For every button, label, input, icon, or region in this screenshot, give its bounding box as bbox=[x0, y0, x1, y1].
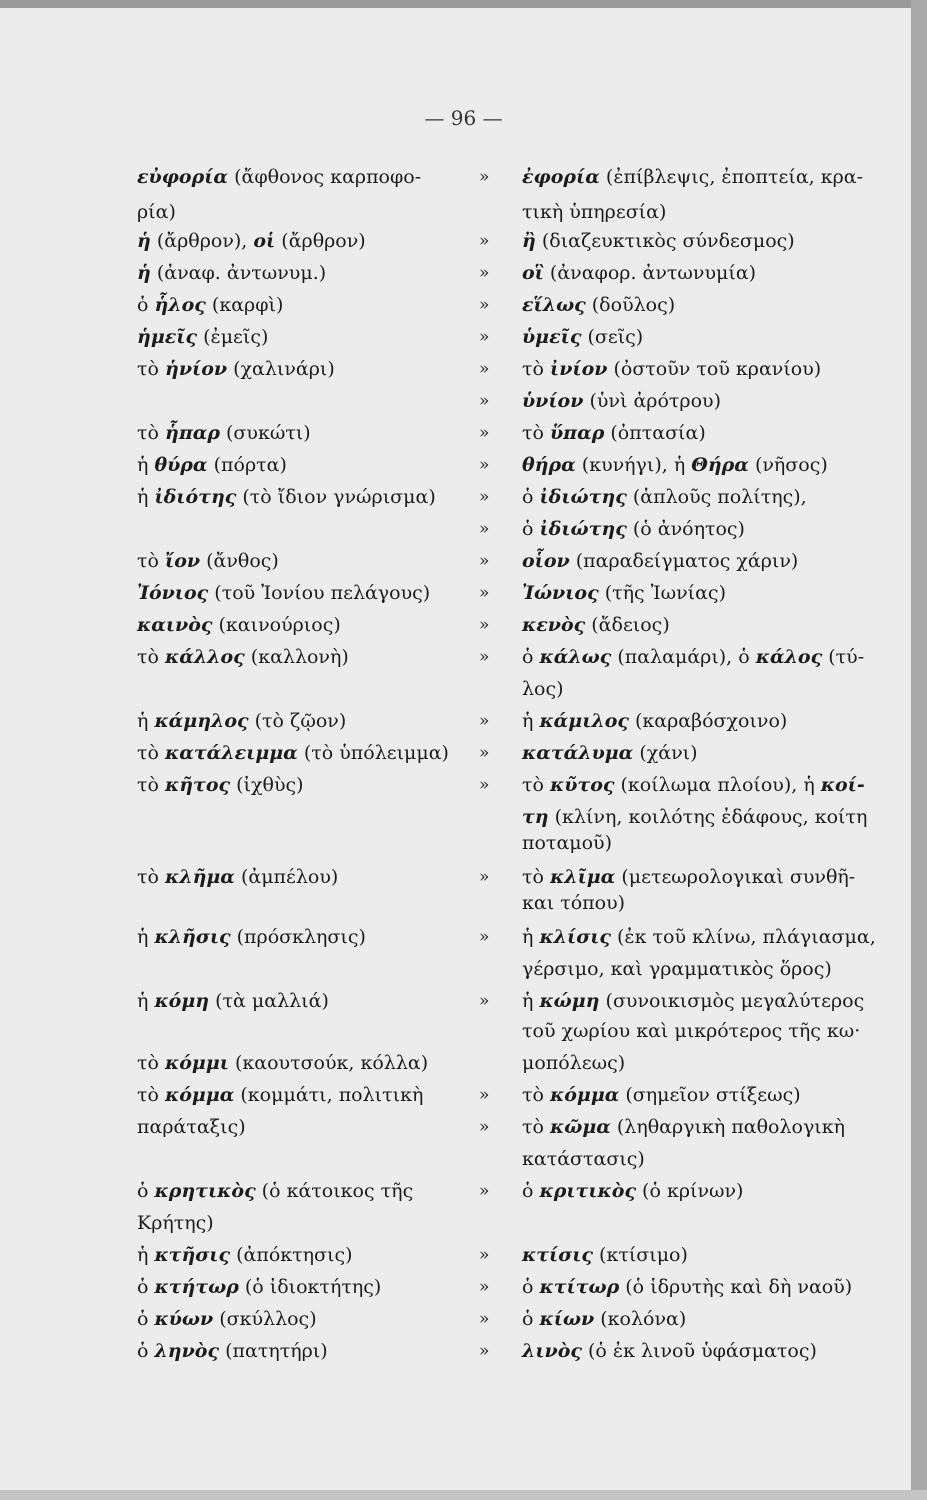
entry-right bbox=[522, 989, 864, 1013]
separator-mark: » bbox=[479, 359, 490, 379]
entry-text: τὸ bbox=[137, 742, 165, 764]
separator-mark: » bbox=[479, 1277, 490, 1297]
entry-left bbox=[137, 1211, 214, 1235]
entry-text: τὸ bbox=[522, 358, 550, 380]
entry-gloss: (ἰχθὺς) bbox=[230, 774, 304, 796]
entry-headword: κόμμα bbox=[550, 1084, 620, 1106]
entry-right bbox=[522, 293, 675, 317]
entry-text: τὸ bbox=[522, 1116, 550, 1138]
entry-headword: λινὸς bbox=[522, 1340, 582, 1362]
entry-gloss: (ὑνὶ ἀρότρου) bbox=[583, 390, 721, 412]
entry-left bbox=[137, 165, 421, 189]
entry-gloss: (κυνήγι), ἡ Θήρα (νῆσος) bbox=[575, 454, 828, 476]
separator-mark: » bbox=[479, 743, 490, 763]
entry-gloss: (ἐμεῖς) bbox=[197, 326, 269, 348]
entry-right bbox=[522, 925, 876, 949]
entry-text: τὸ bbox=[137, 1052, 165, 1074]
entry-gloss: (σεῖς) bbox=[581, 326, 644, 348]
entry-gloss: (κοίλωμα πλοίου), ἡ κοί- bbox=[614, 774, 865, 796]
entry-headword: κλῆμα bbox=[165, 866, 235, 888]
entry-gloss: (τῆς Ἰωνίας) bbox=[598, 582, 726, 604]
entry-headword: ἰδιώτης bbox=[539, 518, 627, 540]
entry-left bbox=[137, 200, 176, 224]
entry-headword: τη bbox=[522, 806, 549, 828]
entry-headword: θύρα bbox=[154, 454, 208, 476]
entry-right bbox=[522, 773, 865, 797]
entry-headword: Ἰόνιος bbox=[137, 582, 209, 604]
entry-text: ἡ bbox=[137, 990, 155, 1012]
entry-gloss: (κλίνη, κοιλότης ἐδάφους, κοίτη bbox=[548, 806, 868, 828]
entry-headword: κῶμα bbox=[550, 1116, 611, 1138]
entry-left bbox=[137, 229, 366, 253]
separator-mark: » bbox=[479, 867, 490, 887]
entry-gloss: (συκώτι) bbox=[219, 422, 311, 444]
entry-gloss: (πρόσκλησις) bbox=[230, 926, 366, 948]
entry-text: ἡ bbox=[522, 710, 540, 732]
entry-headword: ὑνίον bbox=[522, 390, 584, 412]
entry-headword: ἡ bbox=[137, 230, 151, 252]
entry-right bbox=[522, 957, 832, 981]
entry-text: τὸ bbox=[522, 1084, 550, 1106]
entry-gloss: (ὁ ἀνόητος) bbox=[626, 518, 745, 540]
entry-gloss: (ὁ κάτοικος τῆς bbox=[255, 1180, 414, 1202]
entry-text: ὁ bbox=[137, 1276, 155, 1298]
entry-right bbox=[522, 1051, 625, 1075]
entry-gloss: (πατητήρι) bbox=[219, 1340, 328, 1362]
entry-left bbox=[137, 1051, 428, 1075]
entry-right bbox=[522, 229, 795, 253]
entry-gloss: (ὁ ἱδρυτὴς καὶ δὴ ναοῦ) bbox=[619, 1276, 853, 1298]
entry-right bbox=[522, 1147, 645, 1171]
entry-headword: θήρα bbox=[522, 454, 576, 476]
entry-text: και τόπου) bbox=[522, 892, 626, 914]
entry-text: Κρήτης) bbox=[137, 1212, 214, 1234]
entry-gloss: (ὁ κρίνων) bbox=[636, 1180, 744, 1202]
entry-headword: κτήτωρ bbox=[154, 1276, 239, 1298]
entry-text: ἡ bbox=[522, 990, 540, 1012]
entry-left bbox=[137, 1083, 423, 1107]
entry-gloss: (ἁπλοῦς πολίτης), bbox=[626, 486, 807, 508]
entry-left bbox=[137, 357, 335, 381]
entry-headword: κτίσις bbox=[522, 1244, 593, 1266]
entry-text: τὸ bbox=[137, 358, 165, 380]
entry-gloss: (διαζευκτικὸς σύνδεσμος) bbox=[535, 230, 795, 252]
entry-text: ὁ bbox=[522, 1308, 540, 1330]
separator-mark: » bbox=[479, 327, 490, 347]
entry-left bbox=[137, 1307, 317, 1331]
separator-mark: » bbox=[479, 391, 490, 411]
entry-left bbox=[137, 1339, 328, 1363]
separator-mark: » bbox=[479, 1085, 490, 1105]
entry-left bbox=[137, 293, 283, 317]
entry-gloss: (ληθαργικὴ παθολογικὴ bbox=[610, 1116, 846, 1138]
entry-left bbox=[137, 709, 346, 733]
entry-text: γέρσιμο, καὶ γραμματικὸς ὅρος) bbox=[522, 958, 832, 980]
entry-gloss: (τὰ μαλλιά) bbox=[209, 990, 329, 1012]
entry-headword: ὕπαρ bbox=[550, 422, 605, 444]
entry-right bbox=[522, 165, 863, 189]
entry-headword: κλίσις bbox=[539, 926, 611, 948]
entry-text: τικὴ ὑπηρεσία) bbox=[522, 201, 667, 223]
entry-headword: ληνὸς bbox=[154, 1340, 220, 1362]
entry-gloss: (ὀπτασία) bbox=[604, 422, 706, 444]
entry-left bbox=[137, 261, 326, 285]
entry-headword: Ἰώνιος bbox=[522, 582, 599, 604]
entry-text: τὸ bbox=[522, 774, 550, 796]
entry-gloss: (μετεωρολογικαὶ συνθῆ- bbox=[615, 866, 856, 888]
separator-mark: » bbox=[479, 927, 490, 947]
entry-gloss: (καινούριος) bbox=[212, 614, 341, 636]
entry-headword: ἡμεῖς bbox=[137, 326, 198, 348]
entry-gloss: (τὸ ὑπόλειμμα) bbox=[297, 742, 449, 764]
separator-mark: » bbox=[479, 423, 490, 443]
entry-headword: ἐφορία bbox=[522, 166, 600, 188]
entry-left bbox=[137, 613, 341, 637]
entry-gloss: (ἄρθρον), οἱ (ἄρθρον) bbox=[150, 230, 366, 252]
entry-text: τὸ bbox=[137, 646, 165, 668]
entry-headword: κάλως bbox=[539, 646, 612, 668]
entry-text: ὁ bbox=[522, 1180, 540, 1202]
entry-right bbox=[522, 453, 828, 477]
entry-right bbox=[522, 1339, 817, 1363]
entry-gloss: (τοῦ Ἰονίου πελάγους) bbox=[208, 582, 431, 604]
entry-left bbox=[137, 741, 449, 765]
separator-mark: » bbox=[479, 231, 490, 251]
entry-headword: κῆτος bbox=[165, 774, 231, 796]
separator-mark: » bbox=[479, 615, 490, 635]
entry-headword: ἡ bbox=[137, 262, 151, 284]
entry-left bbox=[137, 453, 287, 477]
entry-text: τοῦ χωρίου καὶ μικρότερος τῆς κω· bbox=[522, 1020, 861, 1042]
entry-gloss: (ἐκ τοῦ κλίνω, πλάγιασμα, bbox=[610, 926, 876, 948]
entry-text: ποταμοῦ) bbox=[522, 832, 613, 854]
entry-left bbox=[137, 485, 436, 509]
entry-headword: οἷον bbox=[522, 550, 570, 572]
entry-text: τὸ bbox=[137, 422, 165, 444]
entry-text: ὁ bbox=[137, 1180, 155, 1202]
entry-right bbox=[522, 805, 867, 829]
separator-mark: » bbox=[479, 1117, 490, 1137]
entry-left bbox=[137, 325, 268, 349]
entry-text: ὁ bbox=[522, 646, 540, 668]
entry-headword: κάμιλος bbox=[539, 710, 629, 732]
entry-right bbox=[522, 831, 612, 855]
entry-right bbox=[522, 261, 756, 285]
entry-text: ὁ bbox=[522, 1276, 540, 1298]
separator-mark: » bbox=[479, 519, 490, 539]
entry-right bbox=[522, 677, 564, 701]
entry-gloss: (δοῦλος) bbox=[585, 294, 676, 316]
entry-left bbox=[137, 581, 430, 605]
entry-left bbox=[137, 421, 311, 445]
entry-headword: ἧλος bbox=[154, 294, 206, 316]
entry-text: λος) bbox=[522, 678, 564, 700]
entry-gloss: (κτίσιμο) bbox=[593, 1244, 688, 1266]
entry-headword: εὐφορία bbox=[137, 166, 229, 188]
entry-text: ρία) bbox=[137, 201, 176, 223]
separator-mark: » bbox=[479, 455, 490, 475]
page-number: — 96 — bbox=[424, 106, 503, 130]
separator-mark: » bbox=[479, 295, 490, 315]
entry-right bbox=[522, 1179, 743, 1203]
entry-text: ἡ bbox=[137, 486, 155, 508]
entry-right bbox=[522, 1083, 801, 1107]
entry-gloss: (τὸ ζῷον) bbox=[248, 710, 347, 732]
entry-gloss: (καρφὶ) bbox=[205, 294, 284, 316]
entry-headword: ἡνίον bbox=[165, 358, 228, 380]
entry-right bbox=[522, 357, 821, 381]
entry-text: ὁ bbox=[137, 1308, 155, 1330]
separator-mark: » bbox=[479, 263, 490, 283]
entry-gloss: (καουτσούκ, κόλλα) bbox=[228, 1052, 429, 1074]
entry-headword: κτίτωρ bbox=[539, 1276, 620, 1298]
entry-text: ὁ bbox=[522, 486, 540, 508]
separator-mark: » bbox=[479, 583, 490, 603]
entry-right bbox=[522, 613, 670, 637]
entry-left bbox=[137, 1243, 353, 1267]
entry-headword: κτῆσις bbox=[154, 1244, 231, 1266]
entry-right bbox=[522, 325, 643, 349]
entry-headword: ἰδιώτης bbox=[539, 486, 627, 508]
entry-right bbox=[522, 645, 864, 669]
entry-gloss: (χαλινάρι) bbox=[227, 358, 335, 380]
separator-mark: » bbox=[479, 991, 490, 1011]
entry-headword: ἰδιότης bbox=[154, 486, 237, 508]
entry-headword: ὑμεῖς bbox=[522, 326, 582, 348]
entry-right bbox=[522, 1243, 688, 1267]
separator-mark: » bbox=[479, 487, 490, 507]
separator-mark: » bbox=[479, 551, 490, 571]
entry-headword: ἧπαρ bbox=[165, 422, 220, 444]
entry-right bbox=[522, 549, 798, 573]
entry-right bbox=[522, 517, 745, 541]
entry-headword: ἰνίον bbox=[550, 358, 608, 380]
separator-mark: » bbox=[479, 647, 490, 667]
entry-left bbox=[137, 773, 304, 797]
separator-mark: » bbox=[479, 1181, 490, 1201]
entry-right bbox=[522, 200, 666, 224]
entry-gloss: (τὸ ἴδιον γνώρισμα) bbox=[236, 486, 436, 508]
entry-headword: κλῖμα bbox=[550, 866, 616, 888]
entry-headword: κατάλειμμα bbox=[165, 742, 298, 764]
entry-gloss: (παραδείγματος χάριν) bbox=[569, 550, 799, 572]
entry-right bbox=[522, 865, 855, 889]
entry-right bbox=[522, 389, 721, 413]
entry-gloss: (κολόνα) bbox=[594, 1308, 687, 1330]
entry-headword: κῦτος bbox=[550, 774, 615, 796]
entry-gloss: (ὁ ἐκ λινοῦ ὑφάσματος) bbox=[581, 1340, 817, 1362]
entry-gloss: (ἀπόκτησις) bbox=[230, 1244, 353, 1266]
entry-headword: κατάλυμα bbox=[522, 742, 634, 764]
entry-text: ἡ bbox=[137, 926, 155, 948]
entry-right bbox=[522, 421, 706, 445]
entry-headword: κλῆσις bbox=[154, 926, 231, 948]
entry-gloss: (ἀμπέλου) bbox=[234, 866, 339, 888]
entry-headword: κάλλος bbox=[165, 646, 245, 668]
entry-gloss: (ὀστοῦν τοῦ κρανίου) bbox=[607, 358, 822, 380]
entry-right bbox=[522, 891, 625, 915]
entry-headword: καινὸς bbox=[137, 614, 213, 636]
entry-headword: κόμη bbox=[154, 990, 210, 1012]
entry-left bbox=[137, 1115, 246, 1139]
entry-headword: κώμη bbox=[539, 990, 600, 1012]
entry-right bbox=[522, 581, 726, 605]
entry-gloss: (ὁ ἰδιοκτήτης) bbox=[238, 1276, 382, 1298]
entry-headword: κόμμι bbox=[165, 1052, 229, 1074]
separator-mark: » bbox=[479, 167, 490, 187]
entry-text: μοπόλεως) bbox=[522, 1052, 626, 1074]
entry-text: κατάστασις) bbox=[522, 1148, 645, 1170]
entry-right bbox=[522, 1115, 845, 1139]
entry-headword: κάμηλος bbox=[154, 710, 249, 732]
entry-left bbox=[137, 865, 338, 889]
entry-right bbox=[522, 1307, 686, 1331]
entry-gloss: (παλαμάρι), ὁ κάλος (τύ- bbox=[611, 646, 865, 668]
entry-gloss: (ἀναφ. ἀντωνυμ.) bbox=[150, 262, 327, 284]
entry-headword: κρητικὸς bbox=[154, 1180, 256, 1202]
entry-left bbox=[137, 989, 329, 1013]
entry-gloss: (κομμάτι, πολιτικὴ bbox=[234, 1084, 424, 1106]
entry-text: ὁ bbox=[137, 294, 155, 316]
entry-text: παράταξις) bbox=[137, 1116, 246, 1138]
entry-gloss: (καλλονὴ) bbox=[244, 646, 349, 668]
entry-text: τὸ bbox=[137, 866, 165, 888]
entry-headword: ἴον bbox=[165, 550, 201, 572]
entry-text: ὁ bbox=[522, 518, 540, 540]
entry-right bbox=[522, 1019, 860, 1043]
entry-text: τὸ bbox=[137, 550, 165, 572]
entry-text: τὸ bbox=[137, 774, 165, 796]
separator-mark: » bbox=[479, 1309, 490, 1329]
entry-gloss: (συνοικισμὸς μεγαλύτερος bbox=[599, 990, 865, 1012]
separator-mark: » bbox=[479, 1341, 490, 1361]
separator-mark: » bbox=[479, 775, 490, 795]
entry-right bbox=[522, 1275, 852, 1299]
entry-gloss: (σημεῖον στίξεως) bbox=[619, 1084, 801, 1106]
entry-text: ἡ bbox=[522, 926, 540, 948]
entry-text: ἡ bbox=[137, 1244, 155, 1266]
entry-left bbox=[137, 1179, 413, 1203]
entry-headword: ἢ bbox=[522, 230, 536, 252]
entry-headword: κριτικὸς bbox=[539, 1180, 637, 1202]
entry-headword: κενὸς bbox=[522, 614, 586, 636]
separator-mark: » bbox=[479, 711, 490, 731]
entry-gloss: (σκύλλος) bbox=[213, 1308, 317, 1330]
entry-left bbox=[137, 1275, 381, 1299]
entry-gloss: (καραβόσχοινο) bbox=[628, 710, 788, 732]
entry-right bbox=[522, 709, 787, 733]
entry-gloss: (χάνι) bbox=[633, 742, 698, 764]
entry-left bbox=[137, 645, 349, 669]
entry-headword: κίων bbox=[539, 1308, 595, 1330]
separator-mark: » bbox=[479, 1245, 490, 1265]
entry-text: τὸ bbox=[137, 1084, 165, 1106]
entry-gloss: (ἐπίβλεψις, ἐποπτεία, κρα- bbox=[599, 166, 864, 188]
entry-headword: κόμμα bbox=[165, 1084, 235, 1106]
entry-text: ὁ bbox=[137, 1340, 155, 1362]
entry-gloss: (πόρτα) bbox=[207, 454, 287, 476]
entry-text: τὸ bbox=[522, 866, 550, 888]
entry-headword: οἳ bbox=[522, 262, 544, 284]
entry-right bbox=[522, 741, 698, 765]
entry-headword: εἵλως bbox=[522, 294, 586, 316]
entry-gloss: (ἀναφορ. ἀντωνυμία) bbox=[543, 262, 757, 284]
entry-left bbox=[137, 925, 366, 949]
entry-right bbox=[522, 485, 807, 509]
entry-text: ἡ bbox=[137, 454, 155, 476]
entry-left bbox=[137, 549, 279, 573]
entry-text: τὸ bbox=[522, 422, 550, 444]
entry-gloss: (ἄδειος) bbox=[585, 614, 670, 636]
entry-gloss: (ἄνθος) bbox=[200, 550, 279, 572]
entry-gloss: (ἄφθονος καρποφο- bbox=[228, 166, 422, 188]
entry-text: ἡ bbox=[137, 710, 155, 732]
entry-headword: κύων bbox=[154, 1308, 214, 1330]
